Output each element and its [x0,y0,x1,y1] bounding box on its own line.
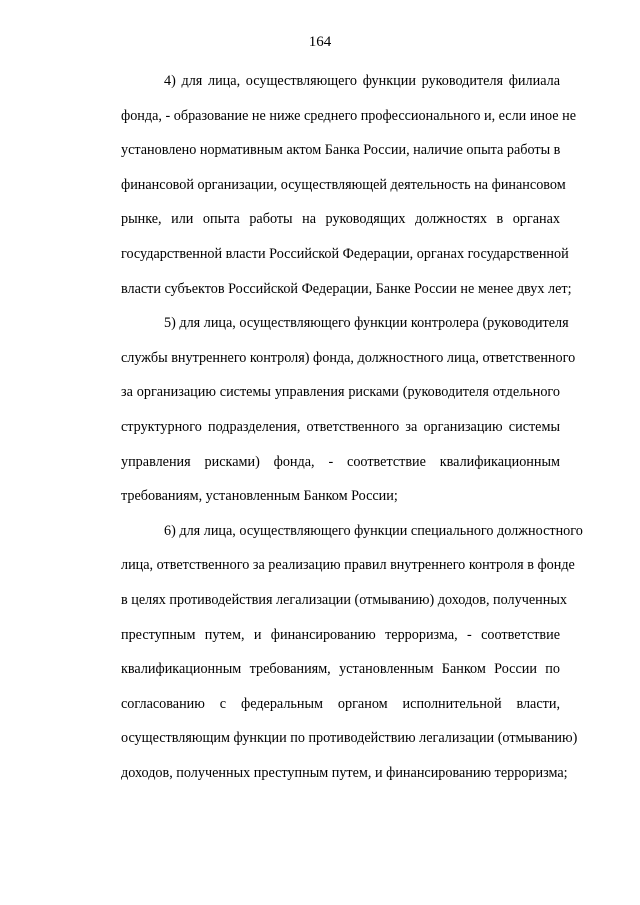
text-line: рынке, или опыта работы на руководящих должностях в органах [121,211,560,228]
text-line: требованиям, установленным Банком России; [121,488,398,505]
text-line: за организацию системы управления рисками (руководителя отдельного [121,384,560,401]
text-line: 6) для лица, осуществляющего функции специального должностного [164,522,583,539]
paragraph-item-4 [78,64,577,306]
text-line: в целях противодействия легализации (отмыванию) доходов, полученных [121,591,567,608]
text-line: власти субъектов Российской Федерации, Банке России не менее двух лет; [121,280,572,297]
page-number: 164 [308,34,332,50]
text-line: 4) для лица, осуществляющего функции руководителя филиала [164,73,560,89]
text-line: финансовой организации, осуществляющей деятельность на финансовом [121,176,566,193]
text-line: 5) для лица, осуществляющего функции контролера (руководителя [164,315,569,332]
text-line: службы внутреннего контроля) фонда, должностного лица, ответственного [121,349,576,366]
text-line: структурного подразделения, ответственного за организацию системы [121,418,560,435]
text-line: осуществляющим функции по противодействию легализации (отмыванию) [121,730,578,747]
text-line: доходов, полученных преступным путем, и финансированию терроризма; [121,764,568,781]
text-line: установлено нормативным актом Банка России, наличие опыта работы в [121,142,561,159]
text-line: согласованию с федеральным органом исполнительной власти, [121,695,560,712]
paragraph-item-5 [78,306,576,514]
text-line: управления рисками) фонда, - соответствие квалификационным [121,453,560,470]
text-line: лица, ответственного за реализацию правил внутреннего контроля в фонде [121,557,575,574]
text-line: квалификационным требованиям, установленным Банком России по [121,661,560,678]
text-line: государственной власти Российской Федерации, органах государственной [121,245,569,262]
text-line: фонда, - образование не ниже среднего профессионального и, если иное не [121,107,577,124]
document-body [78,64,583,790]
paragraph-item-6 [78,514,583,791]
text-line: преступным путем, и финансированию терроризма, - соответствие [121,626,560,643]
